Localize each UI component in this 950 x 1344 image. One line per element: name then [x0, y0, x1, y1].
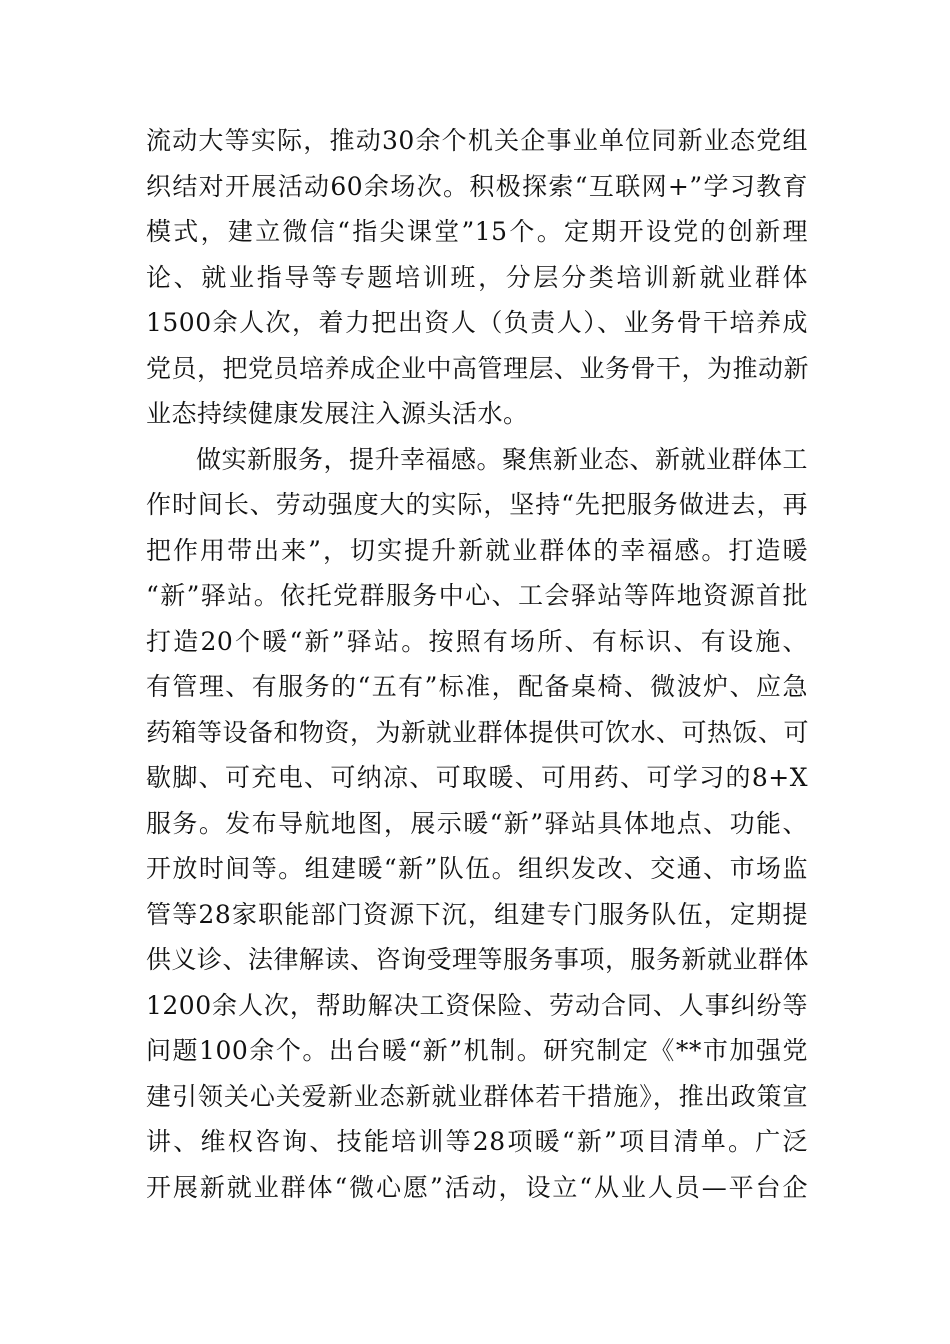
text-line: 织结对开展活动60余场次。积极探索“互联网+”学习教育 [146, 171, 808, 201]
text-line: 业态持续健康发展注入源头活水。 [146, 399, 529, 428]
text-line: 歇脚、可充电、可纳凉、可取暖、可用药、可学习的8+X [146, 763, 808, 792]
text-line: 1200余人次，帮助解决工资保险、劳动合同、人事纠纷等 [146, 990, 808, 1020]
document-body [146, 118, 808, 1210]
text-line: 作时间长、劳动强度大的实际，坚持“先把服务做进去，再 [146, 490, 808, 519]
text-line: 问题100余个。出台暖“新”机制。研究制定《**市加强党 [146, 1036, 808, 1065]
text-line: 党员，把党员培养成企业中高管理层、业务骨干，为推动新 [146, 353, 810, 383]
text-line: 1500余人次，着力把出资人（负责人）、业务骨干培养成 [146, 308, 808, 337]
text-line: 打造20个暖“新”驿站。按照有场所、有标识、有设施、 [146, 626, 808, 656]
text-line: 流动大等实际，推动30余个机关企事业单位同新业态党组 [146, 126, 808, 155]
text-line: 论、就业指导等专题培训班，分层分类培训新就业群体 [146, 262, 808, 292]
text-line: 药箱等设备和物资，为新就业群体提供可饮水、可热饭、可 [146, 717, 810, 747]
paragraph-1 [146, 118, 808, 437]
text-line: 开放时间等。组建暖“新”队伍。组织发改、交通、市场监 [146, 854, 808, 883]
text-line: 做实新服务，提升幸福感。聚焦新业态、新就业群体工 [196, 444, 809, 474]
text-line: 讲、维权咨询、技能培训等28项暖“新”项目清单。广泛 [146, 1127, 808, 1156]
paragraph-2 [146, 437, 808, 1211]
text-line: “新”驿站。依托党群服务中心、工会驿站等阵地资源首批 [146, 581, 808, 610]
text-line: 供义诊、法律解读、咨询受理等服务事项，服务新就业群体 [146, 945, 810, 974]
text-line: 模式，建立微信“指尖课堂”15个。定期开设党的创新理 [146, 217, 808, 246]
text-line: 把作用带出来”，切实提升新就业群体的幸福感。打造暖 [146, 535, 808, 565]
text-line: 建引领关心关爱新业态新就业群体若干措施》，推出政策宣 [146, 1081, 808, 1111]
text-line: 开展新就业群体“微心愿”活动，设立“从业人员—平台企 [146, 1172, 808, 1202]
text-line: 有管理、有服务的“五有”标准，配备桌椅、微波炉、应急 [146, 672, 808, 701]
text-line: 服务。发布导航地图，展示暖“新”驿站具体地点、功能、 [146, 808, 808, 838]
text-line: 管等28家职能部门资源下沉，组建专门服务队伍，定期提 [146, 899, 808, 929]
